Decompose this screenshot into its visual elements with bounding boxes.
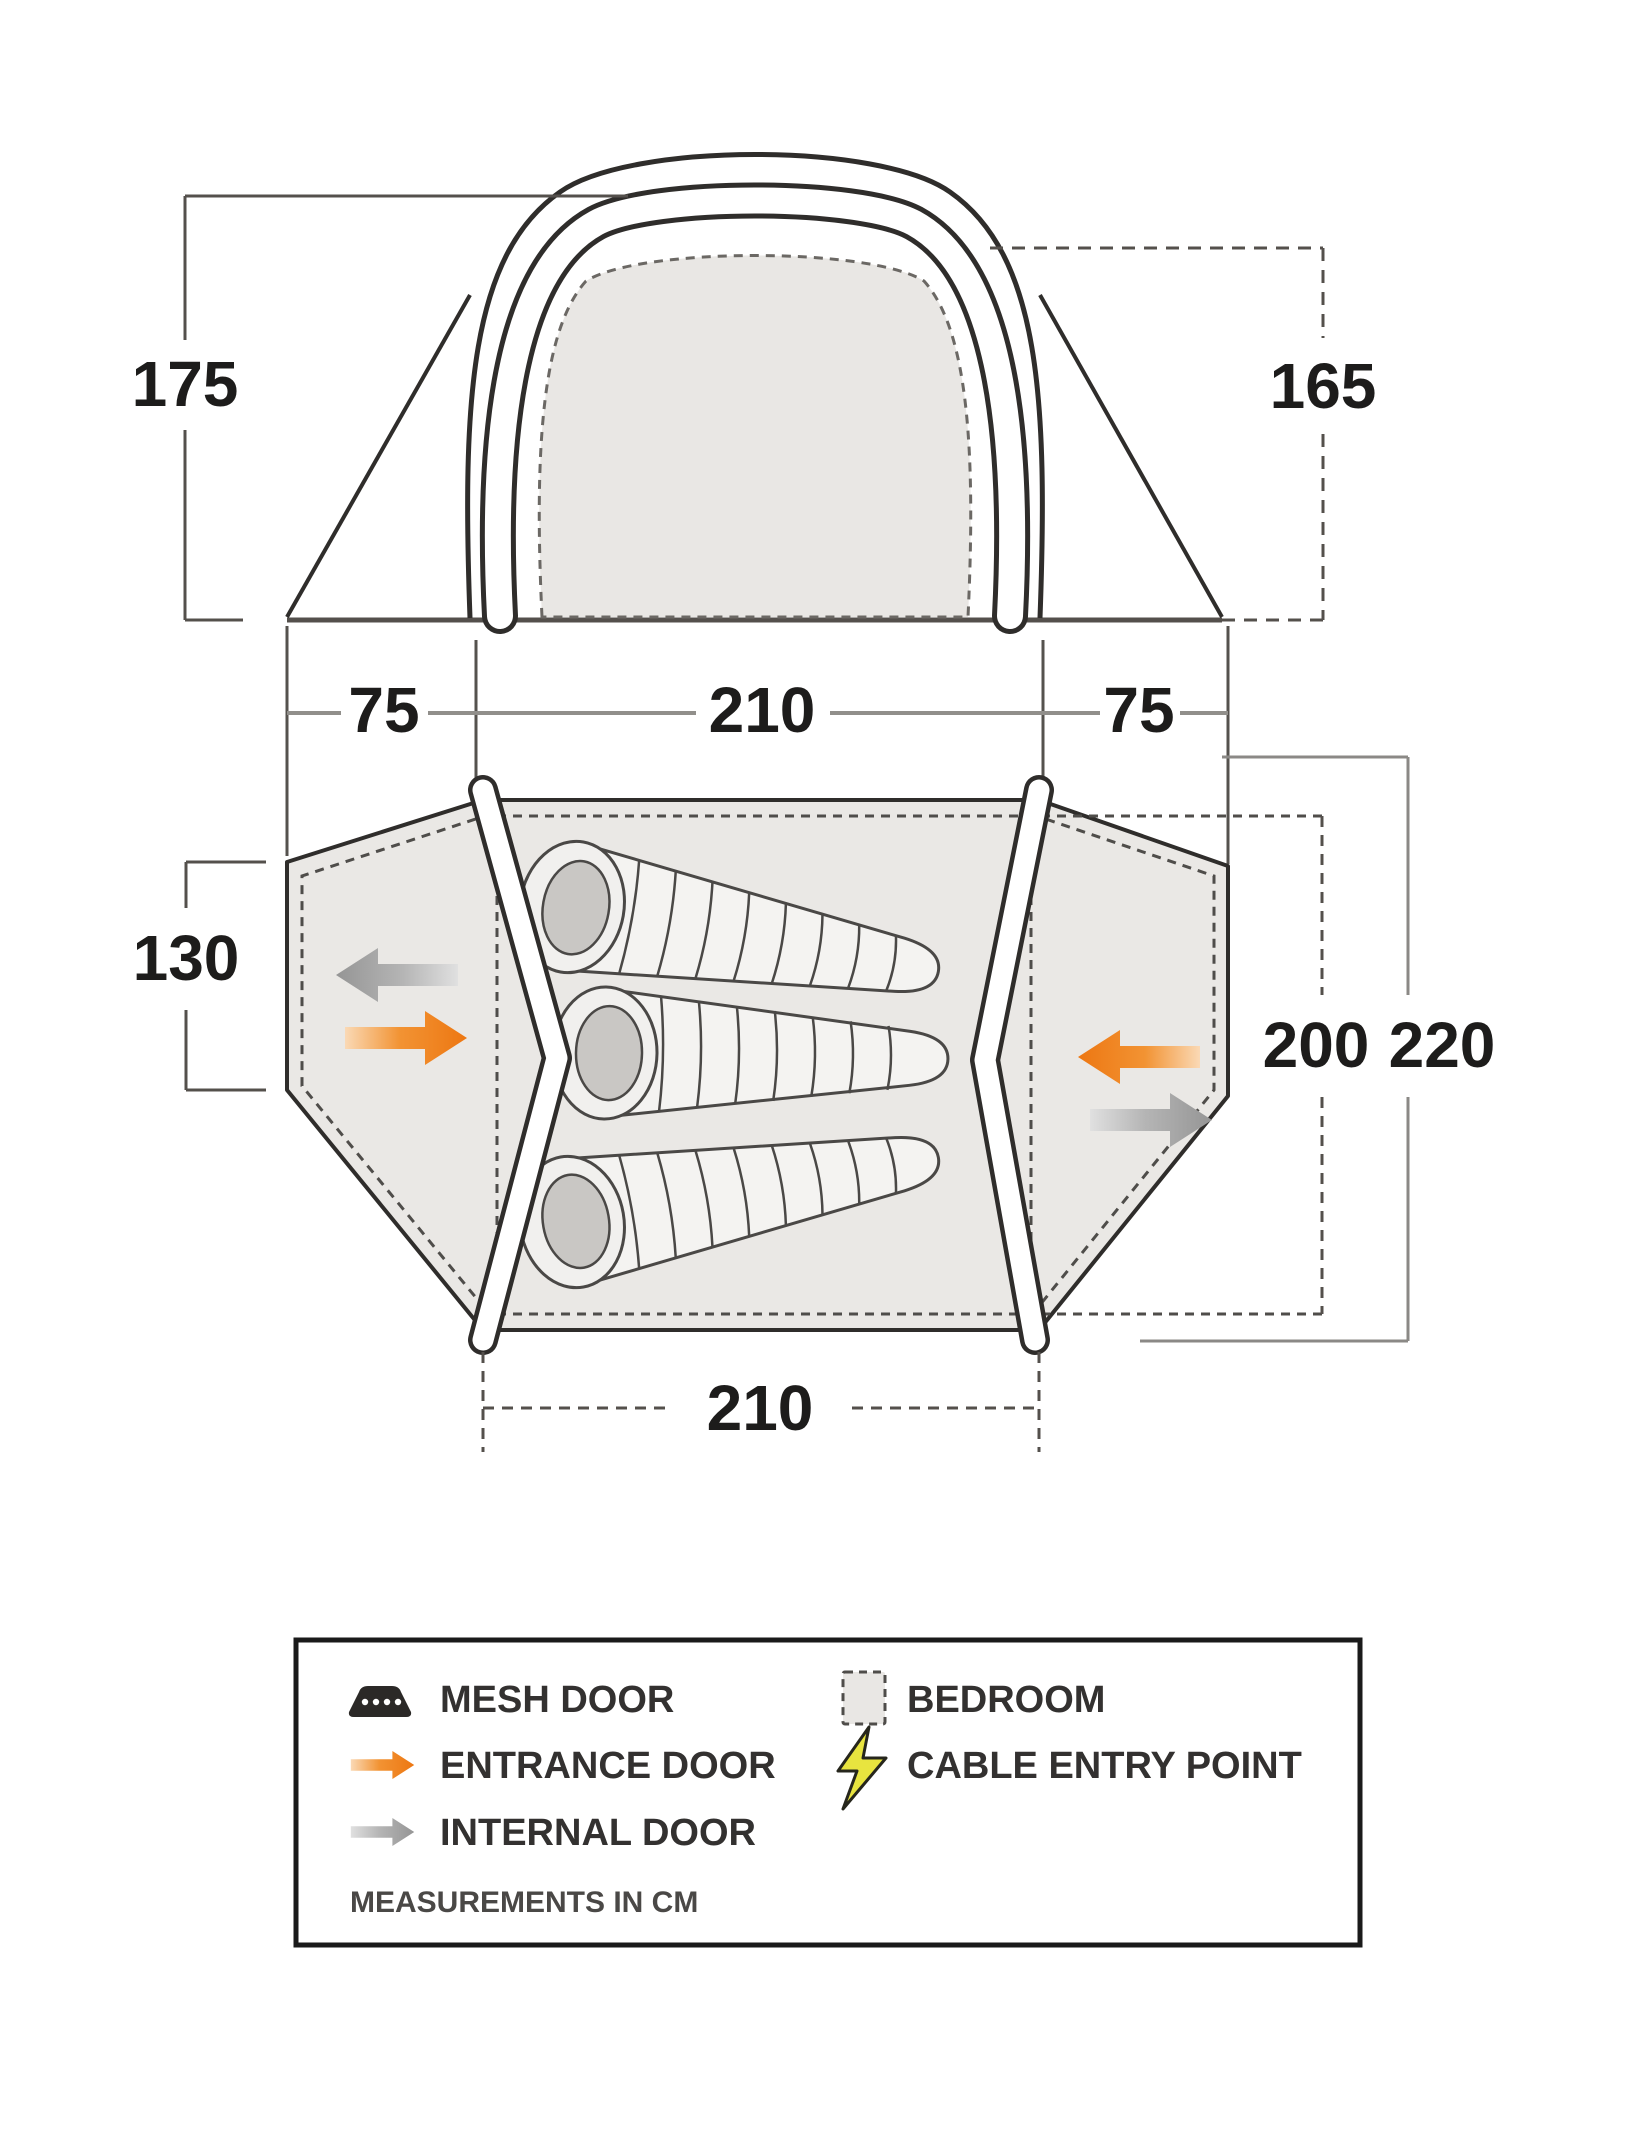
dim-value-porch-right: 75: [1103, 674, 1175, 746]
front-elevation-view: [132, 155, 1377, 865]
legend-label-mesh-door: MESH DOOR: [440, 1679, 675, 1721]
measurements-note: MEASUREMENTS IN CM: [350, 1886, 699, 1919]
floor-plan-view: [133, 757, 1496, 1452]
dim-value-175: 175: [131, 348, 239, 420]
left-guy-line: [287, 295, 470, 617]
right-guy-line: [1040, 295, 1222, 617]
dim-value-200: 200: [1262, 1009, 1370, 1081]
dim-inner-width-bottom: [483, 1352, 1039, 1452]
dim-value-210-bottom: 210: [706, 1372, 814, 1444]
dim-value-porch-left: 75: [348, 674, 420, 746]
dim-value-130: 130: [132, 922, 240, 994]
legend-label-entrance-door: ENTRANCE DOOR: [440, 1745, 776, 1787]
dim-value-165: 165: [1269, 350, 1377, 422]
dim-value-span: 210: [708, 674, 816, 746]
legend-label-bedroom: BEDROOM: [907, 1679, 1106, 1721]
dim-front-inner-height: [990, 248, 1376, 620]
dim-porch-width: [133, 862, 266, 1090]
bedroom-icon: [843, 1672, 885, 1724]
dim-inner-depth: [1263, 816, 1370, 1314]
legend-label-internal-door: INTERNAL DOOR: [440, 1812, 756, 1854]
legend-label-cable-entry: CABLE ENTRY POINT: [907, 1745, 1302, 1787]
legend: [296, 1640, 1360, 1945]
dim-value-220: 220: [1388, 1009, 1496, 1081]
bedroom-front: [539, 256, 970, 618]
